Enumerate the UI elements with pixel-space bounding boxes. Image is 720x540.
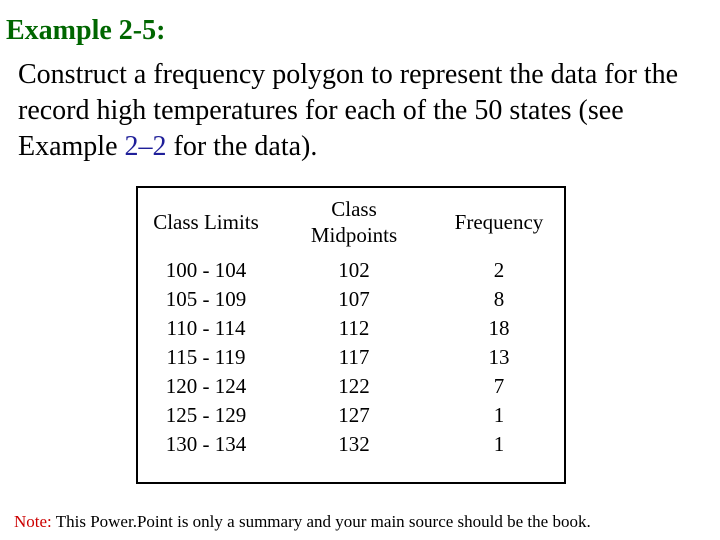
frequency-cell: 18 (488, 316, 510, 340)
frequency-cell: 7 (493, 374, 505, 398)
frequency-cell: 2 (493, 258, 505, 282)
midpoint-cell: 107 (338, 287, 370, 311)
frequency-cell: 13 (488, 345, 510, 369)
problem-text-start: Construct a frequency polygon to represent the data for the record high temperatures for each of the 50 states (see Example (18, 59, 679, 162)
frequency-cell: 1 (493, 403, 505, 427)
class-limit-cell: 115 - 119 (166, 345, 246, 369)
frequency-column (434, 256, 565, 483)
header-frequency: Frequency (454, 210, 544, 234)
problem-statement (18, 57, 708, 165)
midpoint-cell: 132 (338, 432, 370, 456)
midpoint-cell: 122 (338, 374, 370, 398)
class-limit-cell: 130 - 134 (165, 432, 247, 456)
midpoint-cell: 112 (338, 316, 370, 340)
class-limit-cell: 110 - 114 (166, 316, 246, 340)
table-header-row (137, 187, 565, 256)
midpoints-column (274, 256, 434, 483)
midpoint-cell: 127 (338, 403, 370, 427)
midpoint-cell: 102 (338, 258, 370, 282)
frequency-table (136, 186, 566, 484)
frequency-cell: 1 (493, 432, 505, 456)
example-reference: 2–2 (124, 131, 167, 162)
problem-text-end: for the data). (166, 131, 318, 162)
header-class-midpoints (274, 187, 434, 256)
class-limit-cell: 100 - 104 (165, 258, 247, 282)
class-limit-cell: 120 - 124 (165, 374, 247, 398)
class-limit-cell: 125 - 129 (165, 403, 247, 427)
header-midpoints-line2: Midpoints (310, 223, 398, 247)
class-limits-column (137, 256, 274, 483)
footer-note (14, 512, 591, 532)
note-text: This Power.Point is only a summary and your main source should be the book. (51, 512, 591, 531)
slide-heading: Example 2-5: (6, 15, 166, 46)
midpoint-cell: 117 (338, 345, 370, 369)
header-class-limits: Class Limits (153, 210, 259, 234)
table-body-row (137, 256, 565, 483)
class-limit-cell: 105 - 109 (165, 287, 247, 311)
header-midpoints-line1: Class (331, 197, 377, 221)
note-label: Note: (14, 512, 52, 531)
frequency-cell: 8 (493, 287, 505, 311)
